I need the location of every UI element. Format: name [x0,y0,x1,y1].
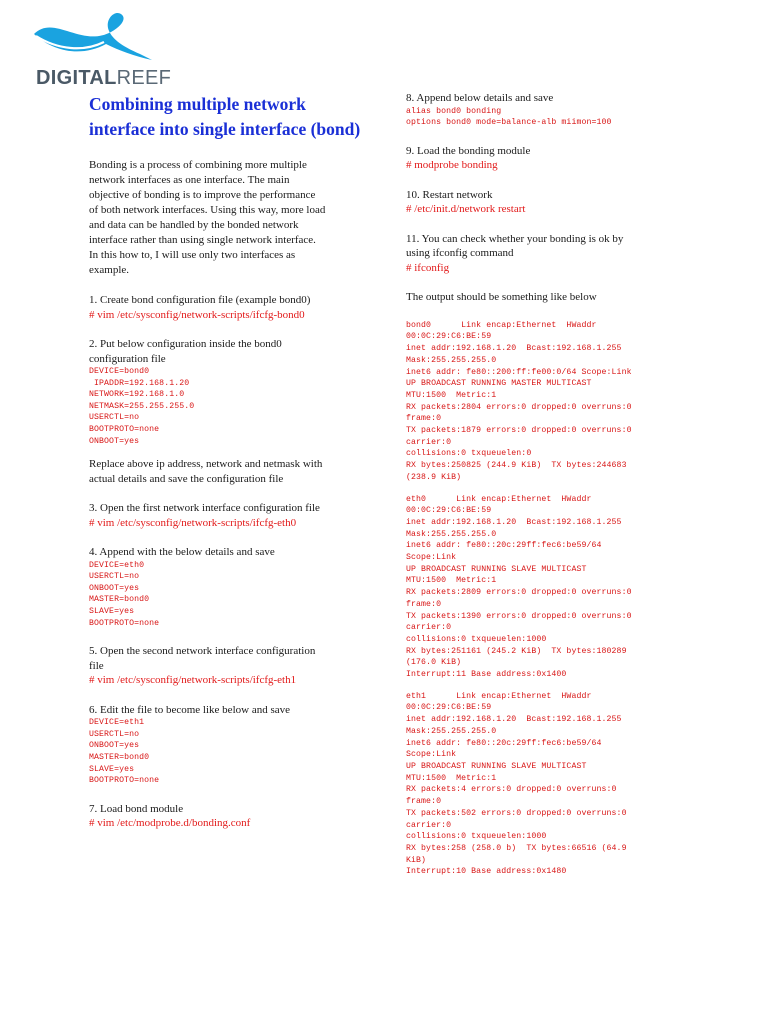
ifconfig-output-eth0: eth0 Link encap:Ethernet HWaddr 00:0C:29:C6:BE:59 inet addr:192.168.1.20 Bcast:192.168.1.255 Mask:255.255.255.0 inet6 addr: fe80::20c:29ff:fec6:be59/64 Scope:Link UP BROADCAST RUNNING SLAVE MULTICAST MTU:1500 Metric:1 RX packets:2809 errors:0 dropped:0 overruns:0 frame:0 TX packets:1390 errors:0 dropped:0 overruns:0 carrier:0 collisions:0 txqueuelen:1000 RX bytes:251161 (245.2 KiB) TX bytes:180289 (176.0 KiB) Interrupt:11 Base address:0x1400 [406,494,632,680]
step-text: 11. You can check whether your bonding is ok by using ifconfig command [406,232,624,260]
code-block: DEVICE=eth0 USERCTL=no ONBOOT=yes MASTER=bond0 SLAVE=yes BOOTPROTO=none [89,560,160,628]
step-3 [89,501,371,530]
replace-note: Replace above ip address, network and netmask with actual details and save the configuration file [89,458,323,485]
step-text: 2. Put below configuration inside the bond0 configuration file [89,338,282,365]
step-command: # vim /etc/sysconfig/network-scripts/ifcfg-eth1 [89,674,297,687]
step-command: # vim /etc/modprobe.d/bonding.conf [89,817,251,830]
intro-paragraph: Bonding is a process of combining more multiple network interfaces as one interface. The main objective of bonding is to improve the performance of both network interfaces. Using this way, more load and data can be handled by the bonded network interface rather than using single network interface. In this how to, I will use only two interfaces as example. [89,159,326,276]
step-text: 3. Open the first network interface configuration file [89,502,320,515]
step-text: 6. Edit the file to become like below and save [89,703,290,716]
left-column [89,92,371,831]
step-text: 8. Append below details and save [406,92,554,104]
step-command: # vim /etc/sysconfig/network-scripts/ifcfg-eth0 [89,516,297,529]
step-command: # modprobe bonding [406,159,498,172]
digitalreef-logo [26,10,206,89]
step-text: 4. Append with the below details and save [89,546,275,559]
step-2 [89,337,371,447]
step-5 [89,644,371,688]
code-block: DEVICE=eth1 USERCTL=no ONBOOT=yes MASTER=bond0 SLAVE=yes BOOTPROTO=none [89,718,160,786]
step-7 [89,802,371,831]
step-text: 1. Create bond configuration file (example bond0) [89,294,311,306]
code-block: DEVICE=bond0 IPADDR=192.168.1.20 NETWORK=192.168.1.0 NETMASK=255.255.255.0 USERCTL=no BOOTPROTO=none ONBOOT=yes [89,367,195,446]
right-column [406,91,706,878]
step-1 [89,293,371,322]
step-command: # vim /etc/sysconfig/network-scripts/ifcfg-bond0 [89,308,305,321]
ifconfig-output-eth1: eth1 Link encap:Ethernet HWaddr 00:0C:29:C6:BE:59 inet addr:192.168.1.20 Bcast:192.168.1.255 Mask:255.255.255.0 inet6 addr: fe80::20c:29ff:fec6:be59/64 Scope:Link UP BROADCAST RUNNING SLAVE MULTICAST MTU:1500 Metric:1 RX packets:4 errors:0 dropped:0 overruns:0 frame:0 TX packets:502 errors:0 dropped:0 overruns:0 carrier:0 collisions:0 txqueuelen:1000 RX bytes:258 (258.0 b) TX bytes:66516 (64.9 KiB) Interrupt:10 Base address:0x1480 [406,691,627,877]
step-command: # ifconfig [406,261,450,274]
ifconfig-output-bond0: bond0 Link encap:Ethernet HWaddr 00:0C:29:C6:BE:59 inet addr:192.168.1.20 Bcast:192.168.1.255 Mask:255.255.255.0 inet6 addr: fe80::200:ff:fe00:0/64 Scope:Link UP BROADCAST RUNNING MASTER MULTICAST MTU:1500 Metric:1 RX packets:2804 errors:0 dropped:0 overruns:0 frame:0 TX packets:1879 errors:0 dropped:0 overruns:0 carrier:0 collisions:0 txqueuelen:0 RX bytes:250825 (244.9 KiB) TX bytes:244683 (238.9 KiB) [406,320,632,482]
step-6 [89,703,371,787]
step-text: 10. Restart network [406,188,493,201]
step-9 [406,144,706,173]
step-8 [406,91,706,129]
step-11 [406,232,706,276]
step-4 [89,545,371,629]
fish-logo-icon [26,10,156,72]
step-text: 9. Load the bonding module [406,144,531,157]
step-10 [406,188,706,217]
page-title: Combining multiple network interface into single interface (bond) [89,94,361,139]
code-block: alias bond0 bonding options bond0 mode=balance-alb miimon=100 [406,106,612,128]
step-text: 5. Open the second network interface configuration file [89,645,316,672]
logo-wordmark: DIGITALREEF [36,67,172,89]
step-text: 7. Load bond module [89,802,184,815]
output-note: The output should be something like below [406,291,597,304]
step-command: # /etc/init.d/network restart [406,203,526,216]
